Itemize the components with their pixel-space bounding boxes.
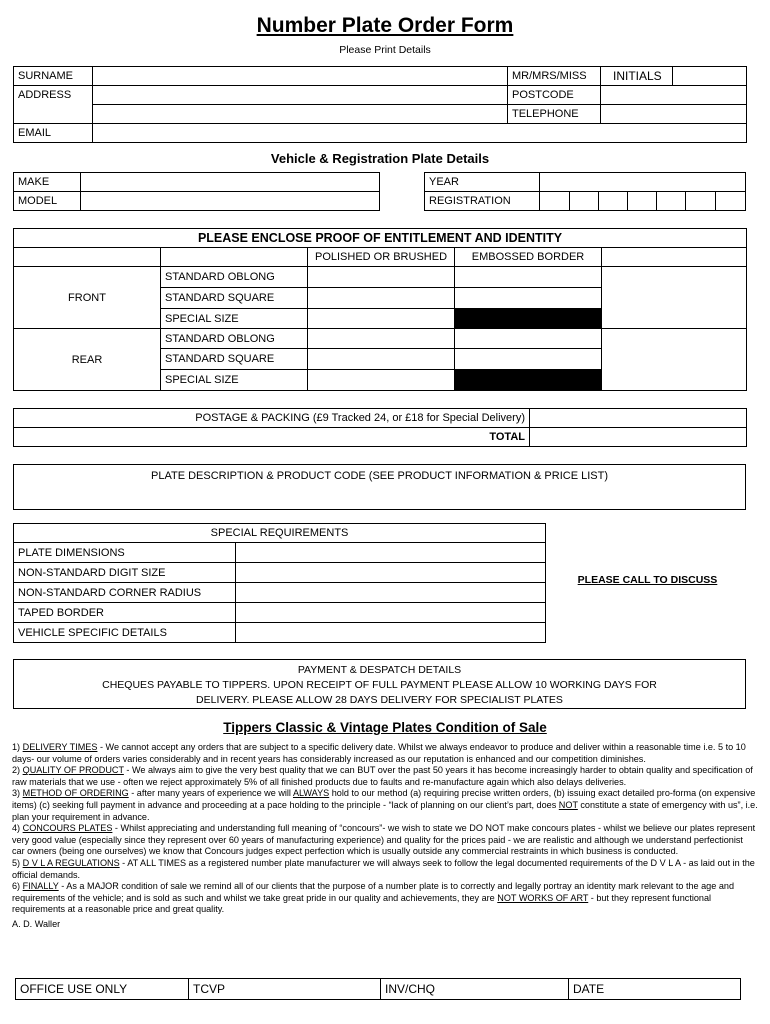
email-label: EMAIL <box>14 124 93 143</box>
plates-header-blank <box>602 248 747 267</box>
totals-table <box>13 408 747 447</box>
special-field[interactable] <box>236 603 546 623</box>
plates-header-blank <box>161 248 308 267</box>
office-use-label: OFFICE USE ONLY <box>16 979 189 1000</box>
postcode-field[interactable] <box>601 86 747 105</box>
condition-2: 2) QUALITY OF PRODUCT - We always aim to give the very best quality that we can BUT over the past 50 years it has become increasingly harder to obtain quality and specification of raw materials that we use - often we reject approximately 5% of all finished products due to faults and re-manufacture again which also delays deliveries. <box>12 765 753 787</box>
plates-table <box>13 228 747 391</box>
front-oblong-embossed[interactable] <box>455 267 602 288</box>
vehicle-heading: Vehicle & Registration Plate Details <box>270 151 490 166</box>
front-size-standard-oblong: STANDARD OBLONG <box>161 267 308 288</box>
model-field[interactable] <box>81 192 380 211</box>
special-item-corner-radius: NON-STANDARD CORNER RADIUS <box>14 583 236 603</box>
signature: A. D. Waller <box>12 918 61 929</box>
inv-chq-field[interactable]: INV/CHQ <box>381 979 569 1000</box>
front-oblong-polished[interactable] <box>308 267 455 288</box>
total-field[interactable] <box>530 428 747 447</box>
plate-description-box[interactable] <box>13 464 746 510</box>
title-label: MR/MRS/MISS <box>508 67 601 86</box>
front-size-standard-square: STANDARD SQUARE <box>161 288 308 309</box>
special-item-vehicle-details: VEHICLE SPECIFIC DETAILS <box>14 623 236 643</box>
model-label: MODEL <box>14 192 81 211</box>
office-use-table <box>15 978 741 1000</box>
condition-4: 4) CONCOURS PLATES - Whilst appreciating and understanding full meaning of “concours”- we wish to state we DO NOT make concours plates - whilst we believe our plates represent very good value (especially since they represent over 60 years of manufacturing experience) and quality for the prices paid - we are realistic and although we understand perfectionist car owners (being one ourselves) we know that Concours judges expect perfection which is usually outside any commercial restraints in which business is conducted. <box>12 823 756 857</box>
total-label: TOTAL <box>14 428 530 447</box>
address-label: ADDRESS <box>14 86 93 105</box>
front-size-special: SPECIAL SIZE <box>161 309 308 329</box>
rear-square-polished[interactable] <box>308 349 455 370</box>
make-label: MAKE <box>14 173 81 192</box>
payment-box <box>13 659 746 709</box>
make-field[interactable] <box>81 173 380 192</box>
rear-square-embossed[interactable] <box>455 349 602 370</box>
payment-line-3: DELIVERY. PLEASE ALLOW 28 DAYS DELIVERY FOR SPECIALIST PLATES <box>196 694 563 706</box>
telephone-field[interactable] <box>601 105 747 124</box>
plates-header-blank <box>14 248 161 267</box>
tcvp-field[interactable]: TCVP <box>189 979 381 1000</box>
surname-label: SURNAME <box>14 67 93 86</box>
front-special-polished[interactable] <box>308 309 455 329</box>
postage-field[interactable] <box>530 409 747 428</box>
address-field-1[interactable] <box>93 86 508 105</box>
form-subtitle: Please Print Details <box>339 44 431 56</box>
front-label: FRONT <box>14 267 161 329</box>
call-to-discuss: PLEASE CALL TO DISCUSS <box>577 574 718 586</box>
registration-label: REGISTRATION <box>425 192 540 211</box>
front-square-polished[interactable] <box>308 288 455 309</box>
date-field[interactable]: DATE <box>569 979 741 1000</box>
vehicle-make-model-table <box>13 172 380 211</box>
reg-char-box[interactable] <box>657 192 686 211</box>
rear-label: REAR <box>14 329 161 391</box>
conditions-body <box>12 742 758 931</box>
condition-5: 5) D V L A REGULATIONS - AT ALL TIMES as a registered number plate manufacturer we will always seek to follow the legal documented requirements of the D V L A - as laid out in the official demands. <box>12 857 755 880</box>
reg-char-box[interactable] <box>599 192 628 211</box>
reg-char-box[interactable] <box>686 192 716 211</box>
plate-description-label: PLATE DESCRIPTION & PRODUCT CODE (SEE PRODUCT INFORMATION & PRICE LIST) <box>151 470 608 482</box>
payment-line-2: CHEQUES PAYABLE TO TIPPERS. UPON RECEIPT OF FULL PAYMENT PLEASE ALLOW 10 WORKING DAYS FOR <box>102 679 657 691</box>
condition-1: 1) DELIVERY TIMES - We cannot accept any orders that are subject to a specific delivery date. Whilst we always endeavor to produce and deliver within a reasonable time i.e. 5 to 10 days- our volume of orders varies considerably and in recent years has considerably increased as our reputation is enhanced and our competition diminishes. <box>12 742 746 764</box>
polished-header: POLISHED OR BRUSHED <box>308 248 455 267</box>
postage-label: POSTAGE & PACKING (£9 Tracked 24, or £18 for Special Delivery) <box>14 409 530 428</box>
front-square-embossed[interactable] <box>455 288 602 309</box>
address-field-2[interactable] <box>93 105 508 124</box>
email-field[interactable] <box>93 124 747 143</box>
special-requirements-table <box>13 523 546 643</box>
rear-oblong-embossed[interactable] <box>455 329 602 349</box>
plates-heading: PLEASE ENCLOSE PROOF OF ENTITLEMENT AND IDENTITY <box>14 229 747 248</box>
rear-size-special: SPECIAL SIZE <box>161 370 308 391</box>
telephone-label: TELEPHONE <box>508 105 601 124</box>
personal-details-table <box>13 66 747 143</box>
rear-size-standard-oblong: STANDARD OBLONG <box>161 329 308 349</box>
rear-size-standard-square: STANDARD SQUARE <box>161 349 308 370</box>
reg-char-box[interactable] <box>716 192 746 211</box>
condition-3: 3) METHOD OF ORDERING - after many years of experience we will ALWAYS hold to our method (a) requiring precise written orders, (b) issuing exact detailed pro-forma (on expensive items) (c) seeking full payment in advance and proceeding at a pace holding to the principle - “lack of planning on our client’s part, does NOT constitute a state of emergency with us”, i.e. plan your requirement in advance. <box>12 788 758 822</box>
initials-field[interactable] <box>673 67 747 86</box>
year-field[interactable] <box>540 173 746 192</box>
surname-field[interactable] <box>93 67 508 86</box>
special-item-plate-dimensions: PLATE DIMENSIONS <box>14 543 236 563</box>
front-price[interactable] <box>602 267 747 329</box>
rear-price[interactable] <box>602 329 747 391</box>
reg-char-box[interactable] <box>540 192 570 211</box>
payment-heading: PAYMENT & DESPATCH DETAILS <box>297 664 462 676</box>
address-label-spacer <box>14 105 93 124</box>
year-label: YEAR <box>425 173 540 192</box>
rear-oblong-polished[interactable] <box>308 329 455 349</box>
special-field[interactable] <box>236 583 546 603</box>
reg-char-box[interactable] <box>570 192 599 211</box>
conditions-title: Tippers Classic & Vintage Plates Condition of Sale <box>223 720 547 735</box>
front-special-embossed-blocked <box>455 309 602 329</box>
rear-special-embossed-blocked <box>455 370 602 391</box>
reg-char-box[interactable] <box>628 192 657 211</box>
postcode-label: POSTCODE <box>508 86 601 105</box>
special-field[interactable] <box>236 623 546 643</box>
special-item-taped-border: TAPED BORDER <box>14 603 236 623</box>
special-item-digit-size: NON-STANDARD DIGIT SIZE <box>14 563 236 583</box>
condition-6: 6) FINALLY - As a MAJOR condition of sale we remind all of our clients that the purpose of a number plate is to correctly and legally portray an identity mark relevant to the age and requirements of the vehicle; and is sold as such and whilst we take great pride in our quality and achievements, they are NOT WORKS OF ART - but they represent functional requirements at a reasonable price and great quality. <box>12 881 734 915</box>
special-field[interactable] <box>236 563 546 583</box>
form-title: Number Plate Order Form <box>256 14 514 37</box>
special-heading: SPECIAL REQUIREMENTS <box>14 524 546 543</box>
initials-label: INITIALS <box>601 67 673 86</box>
embossed-header: EMBOSSED BORDER <box>455 248 602 267</box>
special-field[interactable] <box>236 543 546 563</box>
vehicle-year-reg-table <box>424 172 746 211</box>
rear-special-polished[interactable] <box>308 370 455 391</box>
